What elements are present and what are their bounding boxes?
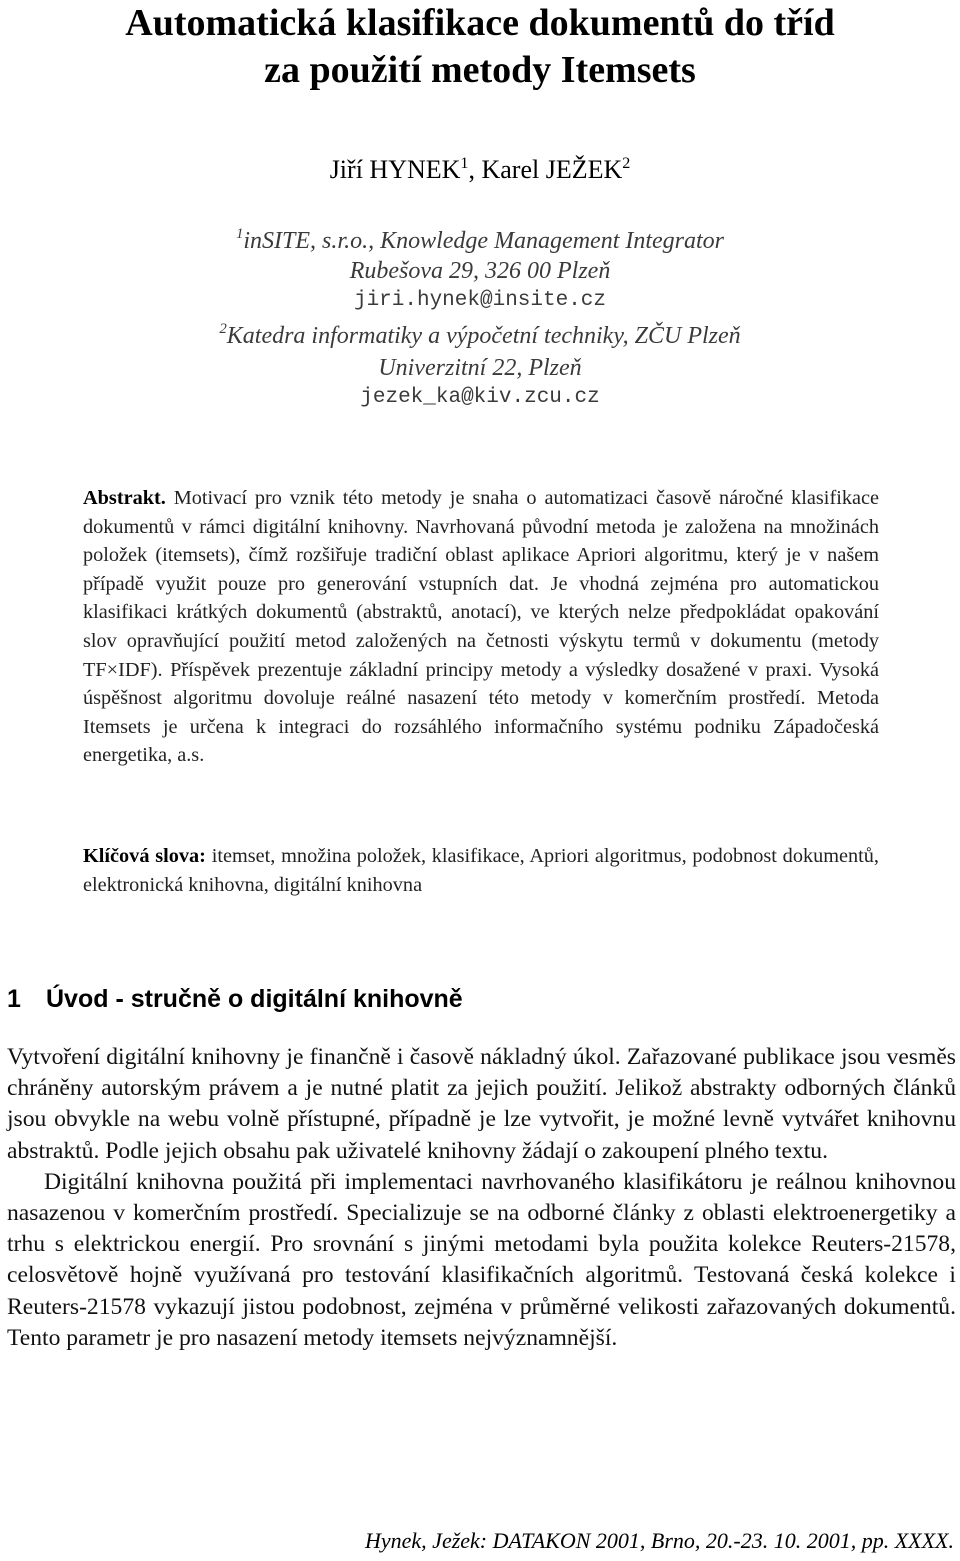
title-line-1: Automatická klasifikace dokumentů do tříd — [125, 2, 835, 44]
keywords-text: itemset, množina položek, klasifikace, Apriori algoritmus, podobnost dokumentů, elektronická knihovna, digitální knihovna — [83, 845, 880, 896]
author-1-mark: 1 — [460, 154, 469, 172]
author-list — [0, 154, 960, 186]
affiliation-2-org — [0, 321, 960, 351]
affiliation-1-mark: 1 — [235, 226, 244, 243]
section-1-heading — [7, 981, 463, 1017]
section-1-body — [7, 1042, 956, 1354]
abstract-text: Motivací pro vznik této metody je snaha o automatizaci časově náročné klasifikace dokumentů v rámci digitální knihovny. Navrhovaná původní metoda je založena na množinách položek (itemsets), čímž rozšiřuje tradiční oblast aplikace Apriori algoritmu, který je v našem případě využit pouze pro generování vstupních dat. Je vhodná zejména pro automatickou klasifikaci krátkých dokumentů (abstraktů, anotací), ve kterých nelze předpokládat opakování slov opravňující použití metod založených na četnosti výskytu termů v dokumentu (metody TF×IDF). Příspěvek prezentuje základní principy metody a výsledky dosažené v praxi. Vysoká úspěšnost algoritmu dovoluje reálné nasazení této metody v komerčním prostředí. Metoda Itemsets je určena k integraci do rozsáhlého informačního systému podniku Západočeská energetika, a.s. — [83, 487, 879, 767]
section-1-paragraph-2: Digitální knihovna použitá při implementaci navrhovaného klasifikátoru je reálnou knihovnou nasazenou v komerčním prostředí. Specializuje se na odborné články z oblasti elektroenergetiky a trhu s elektrickou energií. Pro srovnání s jinými metodami byla použita kolekce Reuters-21578, celosvětově hojně využívaná pro testování klasifikačních algoritmů. Testovaná česká kolekce i Reuters-21578 vykazují jistou podobnost, zejména v průměrné velikosti zařazovaných dokumentů. Tento parametr je pro nasazení metody itemsets nejvýznamnější. — [7, 1168, 956, 1351]
keywords-label: Klíčová slova: — [83, 845, 206, 867]
affiliation-2-address: Univerzitní 22, Plzeň — [378, 355, 582, 381]
affiliation-1-email: jiri.hynek@insite.cz — [353, 289, 607, 312]
section-1-number: 1 — [7, 985, 21, 1013]
affiliation-2-email: jezek_ka@kiv.zcu.cz — [360, 386, 600, 409]
section-1-title: Úvod - stručně o digitální knihovně — [46, 985, 463, 1013]
keywords — [83, 842, 879, 899]
page-footer-citation: Hynek, Ježek: DATAKON 2001, Brno, 20.-23. 10. 2001, pp. XXXX. — [365, 1528, 954, 1553]
abstract — [83, 484, 879, 770]
author-2-name: Karel JEŽEK — [481, 155, 623, 184]
section-1-paragraph-1: Vytvoření digitální knihovny je finančně i časově nákladný úkol. Zařazované publikace jsou vesměs chráněny autorským právem a je nutné platit za jejich použití. Jelikož abstrakty odborných článků jsou obvykle na webu volně přístupné, případně je lze vytvořit, je možné levně vytvářet knihovnu abstraktů. Podle jejich obsahu pak uživatelé knihovny žádají o zakoupení plného textu. — [7, 1044, 956, 1164]
affiliation-1-org-text: inSITE, s.r.o., Knowledge Management Integrator — [243, 228, 725, 254]
author-separator: , — [468, 155, 482, 184]
abstract-label: Abstrakt. — [83, 487, 166, 509]
author-1-name: Jiří HYNEK — [329, 155, 461, 184]
affiliation-1-org — [0, 226, 960, 256]
author-2-mark: 2 — [622, 154, 631, 172]
paper-title — [0, 0, 960, 94]
affiliation-1-address: Rubešova 29, 326 00 Plzeň — [349, 258, 611, 284]
title-line-2: za použití metody Itemsets — [264, 49, 696, 91]
affiliation-2-org-text: Katedra informatiky a výpočetní techniky, ZČU Plzeň — [226, 323, 741, 349]
affiliation-2-mark: 2 — [219, 321, 227, 338]
